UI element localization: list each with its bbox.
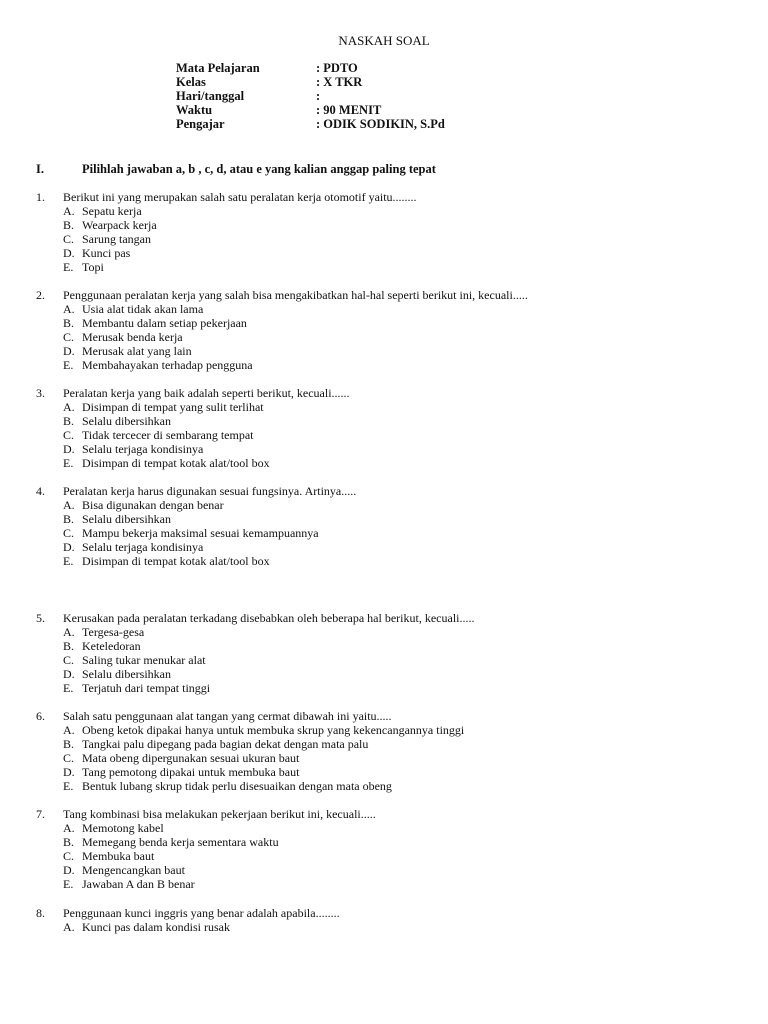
option-text: Selalu terjaga kondisinya [82,540,204,554]
option-d [36,442,756,456]
question-4 [36,484,756,568]
option-letter: A. [63,400,75,414]
option-c [36,232,756,246]
option-a [36,400,756,414]
option-e [36,877,756,891]
option-text: Disimpan di tempat yang sulit terlihat [82,400,264,414]
option-letter: D. [63,540,75,554]
question-text: Tang kombinasi bisa melakukan pekerjaan berikut ini, kecuali..... [63,807,376,821]
question-1 [36,190,756,274]
option-a [36,920,756,934]
question-8 [36,906,756,934]
option-letter: A. [63,821,75,835]
option-text: Bisa digunakan dengan benar [82,498,224,512]
question-text: Kerusakan pada peralatan terkadang disebabkan oleh beberapa hal berikut, kecuali..... [63,611,475,625]
option-a [36,498,756,512]
option-a [36,821,756,835]
question-stem [36,906,756,920]
option-letter: C. [63,232,75,246]
option-letter: A. [63,302,75,316]
meta-label: Mata Pelajaran [176,61,260,75]
section-number: I. [36,162,44,176]
option-letter: D. [63,344,75,358]
option-text: Merusak benda kerja [82,330,183,344]
option-text: Selalu dibersihkan [82,512,171,526]
meta-value: : X TKR [316,75,363,89]
option-b [36,316,756,330]
option-c [36,653,756,667]
question-number: 7. [36,807,45,821]
option-letter: B. [63,218,75,232]
option-d [36,344,756,358]
option-text: Selalu dibersihkan [82,414,171,428]
question-number: 4. [36,484,45,498]
question-2 [36,288,756,372]
option-text: Sarung tangan [82,232,151,246]
question-text: Peralatan kerja yang baik adalah seperti berikut, kecuali...... [63,386,350,400]
option-e [36,779,756,793]
option-c [36,526,756,540]
question-stem [36,484,756,498]
question-stem [36,611,756,625]
option-text: Disimpan di tempat kotak alat/tool box [82,554,270,568]
question-text: Peralatan kerja harus digunakan sesuai fungsinya. Artinya..... [63,484,357,498]
option-c [36,428,756,442]
option-letter: E. [63,260,74,274]
option-text: Disimpan di tempat kotak alat/tool box [82,456,270,470]
option-text: Membantu dalam setiap pekerjaan [82,316,247,330]
option-a [36,723,756,737]
option-e [36,681,756,695]
option-b [36,639,756,653]
option-letter: E. [63,554,74,568]
option-a [36,204,756,218]
option-e [36,260,756,274]
document-title: NASKAH SOAL [338,33,430,48]
option-letter: C. [63,751,75,765]
option-letter: B. [63,414,75,428]
question-6 [36,709,756,793]
option-c [36,849,756,863]
question-5 [36,611,756,695]
option-d [36,863,756,877]
option-letter: D. [63,863,75,877]
question-number: 1. [36,190,45,204]
option-letter: D. [63,442,75,456]
question-7 [36,807,756,891]
option-text: Memotong kabel [82,821,164,835]
option-letter: B. [63,512,75,526]
meta-value: : PDTO [316,61,358,75]
option-text: Tidak tercecer di sembarang tempat [82,428,254,442]
question-text: Berikut ini yang merupakan salah satu peralatan kerja otomotif yaitu........ [63,190,417,204]
option-text: Keteledoran [82,639,141,653]
option-letter: D. [63,667,75,681]
question-text: Penggunaan peralatan kerja yang salah bisa mengakibatkan hal-hal seperti berikut ini, kecuali..... [63,288,528,302]
question-stem [36,807,756,821]
option-text: Memegang benda kerja sementara waktu [82,835,279,849]
option-letter: E. [63,358,74,372]
option-text: Saling tukar menukar alat [82,653,206,667]
option-letter: A. [63,625,75,639]
meta-value: : [316,89,321,103]
option-letter: E. [63,877,74,891]
option-c [36,751,756,765]
option-text: Terjatuh dari tempat tinggi [82,681,211,695]
question-number: 6. [36,709,45,723]
option-text: Tergesa-gesa [82,625,145,639]
option-letter: B. [63,316,75,330]
option-text: Kunci pas dalam kondisi rusak [82,920,230,934]
option-text: Membahayakan terhadap pengguna [82,358,253,372]
option-text: Obeng ketok dipakai hanya untuk membuka skrup yang kekencangannya tinggi [82,723,465,737]
option-letter: A. [63,723,75,737]
option-text: Mengencangkan baut [82,863,185,877]
meta-label: Waktu [176,103,213,117]
option-d [36,667,756,681]
meta-value: : ODIK SODIKIN, S.Pd [316,117,445,131]
option-letter: E. [63,456,74,470]
option-d [36,246,756,260]
option-letter: C. [63,330,75,344]
section-instruction: Pilihlah jawaban a, b , c, d, atau e yang kalian anggap paling tepat [82,162,436,176]
question-stem [36,288,756,302]
option-d [36,540,756,554]
option-letter: A. [63,204,75,218]
option-text: Wearpack kerja [82,218,157,232]
meta-label: Pengajar [176,117,225,131]
option-e [36,554,756,568]
option-letter: A. [63,920,75,934]
meta-value: : 90 MENIT [316,103,382,117]
option-b [36,737,756,751]
option-text: Kunci pas [82,246,131,260]
option-letter: B. [63,639,75,653]
option-e [36,456,756,470]
option-e [36,358,756,372]
option-letter: C. [63,849,75,863]
option-letter: D. [63,246,75,260]
option-letter: C. [63,526,75,540]
option-d [36,765,756,779]
question-number: 8. [36,906,45,920]
option-letter: C. [63,653,75,667]
meta-label: Hari/tanggal [176,89,245,103]
option-text: Selalu terjaga kondisinya [82,442,204,456]
option-letter: B. [63,835,75,849]
option-b [36,512,756,526]
question-number: 2. [36,288,45,302]
option-letter: B. [63,737,75,751]
question-stem [36,386,756,400]
option-letter: E. [63,779,74,793]
question-number: 5. [36,611,45,625]
question-3 [36,386,756,470]
question-text: Penggunaan kunci inggris yang benar adalah apabila........ [63,906,340,920]
option-text: Tang pemotong dipakai untuk membuka baut [82,765,300,779]
question-stem [36,190,756,204]
option-text: Bentuk lubang skrup tidak perlu disesuaikan dengan mata obeng [82,779,392,793]
question-text: Salah satu penggunaan alat tangan yang cermat dibawah ini yaitu..... [63,709,392,723]
option-a [36,625,756,639]
option-letter: D. [63,765,75,779]
option-b [36,218,756,232]
option-text: Membuka baut [82,849,155,863]
option-text: Mata obeng dipergunakan sesuai ukuran baut [82,751,300,765]
option-text: Merusak alat yang lain [82,344,192,358]
option-text: Topi [82,260,104,274]
option-c [36,330,756,344]
option-text: Mampu bekerja maksimal sesuai kemampuannya [82,526,319,540]
option-text: Jawaban A dan B benar [82,877,195,891]
option-b [36,835,756,849]
option-text: Tangkai palu dipegang pada bagian dekat dengan mata palu [82,737,369,751]
question-stem [36,709,756,723]
option-letter: E. [63,681,74,695]
option-letter: A. [63,498,75,512]
option-b [36,414,756,428]
option-text: Sepatu kerja [82,204,142,218]
question-number: 3. [36,386,45,400]
option-text: Usia alat tidak akan lama [82,302,204,316]
meta-label: Kelas [176,75,206,89]
option-letter: C. [63,428,75,442]
option-text: Selalu dibersihkan [82,667,171,681]
option-a [36,302,756,316]
